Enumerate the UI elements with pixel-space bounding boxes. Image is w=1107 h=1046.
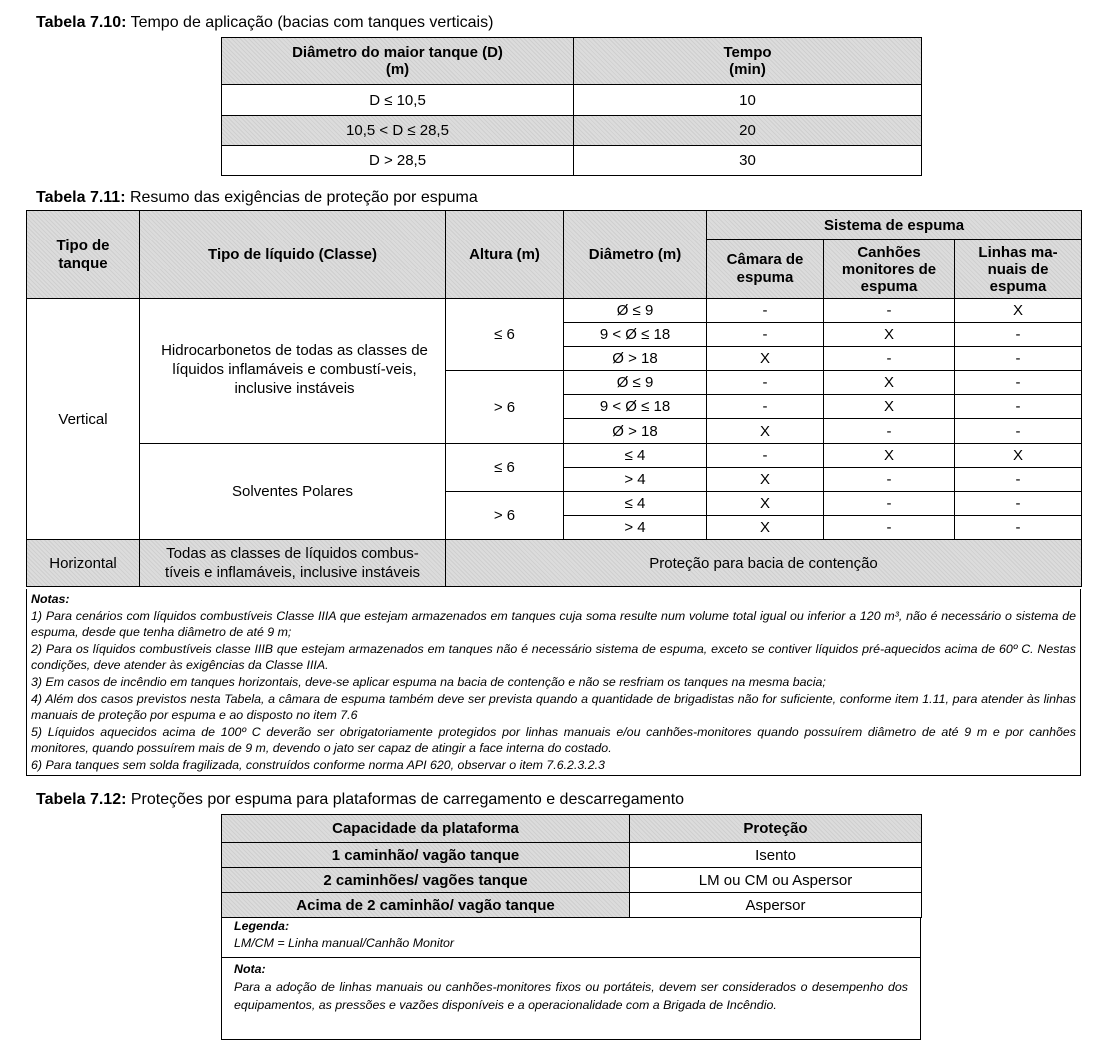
header-canhoes: Canhões monitores de espuma [824, 240, 955, 299]
cell-todas-classes: Todas as classes de líquidos combus-tíveis e inflamáveis, inclusive instáveis [140, 540, 446, 587]
table-header-row [222, 815, 922, 843]
cell-altura: ≤ 6 [446, 299, 564, 371]
table-7-10-caption [36, 14, 493, 32]
notes-title: Notas: [31, 592, 70, 606]
cell-diametro: Ø ≤ 9 [564, 371, 707, 395]
caption-text: Tempo de aplicação (bacias com tanques verticais) [126, 14, 494, 31]
header-tempo: Tempo (min) [574, 38, 922, 85]
header-tipo-liquido: Tipo de líquido (Classe) [140, 211, 446, 299]
cell-capacidade: Acima de 2 caminhão/ vagão tanque [222, 893, 630, 918]
cell-protecao: Isento [630, 843, 922, 868]
cell-diametro: D ≤ 10,5 [222, 85, 574, 116]
cell-vertical: Vertical [27, 299, 140, 540]
cell-canhoes: - [824, 419, 955, 444]
note-item: 1) Para cenários com líquidos combustíveis Classe IIIA que estejam armazenados em tanques cuja soma resulte num volume total igual ou inferior a 120 m³, não é necessário o sistema de espuma, desde que tenha diâmetro de até 9 m; [31, 608, 1076, 640]
cell-diametro: ≤ 4 [564, 492, 707, 516]
table-row [222, 843, 922, 868]
cell-canhoes: - [824, 516, 955, 540]
note-item: 4) Além dos casos previstos nesta Tabela, a câmara de espuma também deve ser prevista quando a quantidade de brigadistas não for suficiente, conforme item 1.11, para atender às linhas manuais de proteção por espuma e ao disposto no item 7.6 [31, 691, 1076, 723]
table-7-12 [221, 814, 922, 918]
note-item: 5) Líquidos aquecidos acima de 100º C deverão ser obrigatoriamente protegidos por linhas manuais e/ou canhões-monitores quando possuírem diâmetro de até 9 m e por canhões monitores, quando possuírem mais de 9 m, devendo o jato ser capaz de atingir a face interna do costado. [31, 724, 1076, 756]
cell-protecao: LM ou CM ou Aspersor [630, 868, 922, 893]
cell-linhas: - [955, 371, 1082, 395]
cell-diametro: Ø > 18 [564, 347, 707, 371]
caption-text: Resumo das exigências de proteção por espuma [125, 189, 478, 206]
table-row [222, 893, 922, 918]
cell-diametro: > 4 [564, 516, 707, 540]
cell-tempo: 30 [574, 146, 922, 176]
table-row [222, 868, 922, 893]
cell-linhas: - [955, 468, 1082, 492]
cell-capacidade: 1 caminhão/ vagão tanque [222, 843, 630, 868]
table-7-12-nota [221, 958, 921, 1040]
legenda-text: LM/CM = Linha manual/Canhão Monitor [234, 936, 455, 950]
cell-camara: X [707, 419, 824, 444]
cell-canhoes: X [824, 395, 955, 419]
table-row-horizontal [27, 540, 1082, 587]
caption-number: Tabela 7.12: [36, 791, 127, 808]
cell-protecao: Aspersor [630, 893, 922, 918]
cell-canhoes: - [824, 468, 955, 492]
header-protecao: Proteção [630, 815, 922, 843]
cell-canhoes: X [824, 323, 955, 347]
table-7-11 [26, 210, 1082, 587]
table-7-10 [221, 37, 922, 176]
cell-canhoes: X [824, 444, 955, 468]
cell-canhoes: - [824, 347, 955, 371]
note-item: 3) Em casos de incêndio em tanques horizontais, deve-se aplicar espuma na bacia de contenção e não se resfriam os tanques na mesma bacia; [31, 674, 826, 689]
cell-solventes-polares: Solventes Polares [140, 444, 446, 540]
cell-camara: X [707, 468, 824, 492]
cell-protecao-bacia: Proteção para bacia de contenção [446, 540, 1082, 587]
table-7-12-legenda [221, 917, 921, 958]
cell-capacidade: 2 caminhões/ vagões tanque [222, 868, 630, 893]
cell-canhoes: X [824, 371, 955, 395]
nota-text: Para a adoção de linhas manuais ou canhões-monitores fixos ou portáteis, devem ser considerados o desempenho dos equipamentos, as pressões e vazões disponíveis e a operacionalidade com a Brigada de Incêndio. [234, 980, 908, 1012]
cell-linhas: - [955, 323, 1082, 347]
cell-diametro: D > 28,5 [222, 146, 574, 176]
cell-diametro: Ø > 18 [564, 419, 707, 444]
cell-camara: - [707, 444, 824, 468]
cell-altura: > 6 [446, 371, 564, 444]
legenda-title: Legenda: [234, 919, 290, 933]
cell-linhas: - [955, 419, 1082, 444]
table-header-row [27, 211, 1082, 240]
cell-altura: ≤ 6 [446, 444, 564, 492]
table-7-12-caption [36, 791, 684, 809]
cell-camara: X [707, 492, 824, 516]
cell-diametro: > 4 [564, 468, 707, 492]
caption-text: Proteções por espuma para plataformas de carregamento e descarregamento [126, 791, 685, 808]
cell-hidrocarbonetos: Hidrocarbonetos de todas as classes de líquidos inflamáveis e combustí-veis, inclusive instáveis [140, 299, 446, 444]
header-altura: Altura (m) [446, 211, 564, 299]
cell-canhoes: - [824, 299, 955, 323]
table-row [222, 85, 922, 116]
header-linhas: Linhas ma-nuais de espuma [955, 240, 1082, 299]
cell-tempo: 10 [574, 85, 922, 116]
table-7-11-notes [26, 589, 1081, 776]
note-item: 2) Para os líquidos combustíveis classe IIIB que estejam armazenados em tanques não é necessário sistema de espuma, exceto se contiver líquidos pré-aquecidos acima de 60º C. Nestas condições, deve atender às exigências da Classe IIIA. [31, 641, 1076, 673]
cell-camara: - [707, 371, 824, 395]
header-diametro: Diâmetro (m) [564, 211, 707, 299]
header-capacidade: Capacidade da plataforma [222, 815, 630, 843]
header-diametro: Diâmetro do maior tanque (D) (m) [222, 38, 574, 85]
cell-diametro: 9 < Ø ≤ 18 [564, 323, 707, 347]
cell-canhoes: - [824, 492, 955, 516]
cell-linhas: - [955, 492, 1082, 516]
cell-camara: - [707, 323, 824, 347]
cell-linhas: X [955, 299, 1082, 323]
cell-diametro: ≤ 4 [564, 444, 707, 468]
cell-linhas: X [955, 444, 1082, 468]
cell-camara: X [707, 347, 824, 371]
table-header-row [222, 38, 922, 85]
cell-tempo: 20 [574, 116, 922, 146]
cell-diametro: Ø ≤ 9 [564, 299, 707, 323]
cell-camara: - [707, 395, 824, 419]
table-row [222, 116, 922, 146]
header-camara: Câmara de espuma [707, 240, 824, 299]
table-7-11-caption [36, 189, 478, 207]
cell-diametro: 9 < Ø ≤ 18 [564, 395, 707, 419]
cell-horizontal: Horizontal [27, 540, 140, 587]
header-tipo-tanque: Tipo de tanque [27, 211, 140, 299]
table-row [27, 444, 1082, 468]
cell-linhas: - [955, 395, 1082, 419]
nota-title: Nota: [234, 962, 266, 976]
caption-number: Tabela 7.11: [36, 189, 126, 206]
cell-linhas: - [955, 347, 1082, 371]
note-item: 6) Para tanques sem solda fragilizada, construídos conforme norma API 620, observar o item 7.6.2.3.2.3 [31, 757, 605, 772]
cell-altura: > 6 [446, 492, 564, 540]
cell-diametro: 10,5 < D ≤ 28,5 [222, 116, 574, 146]
cell-camara: - [707, 299, 824, 323]
caption-number: Tabela 7.10: [36, 14, 127, 31]
cell-linhas: - [955, 516, 1082, 540]
table-row [222, 146, 922, 176]
header-sistema-espuma: Sistema de espuma [707, 211, 1082, 240]
table-row [27, 299, 1082, 323]
cell-camara: X [707, 516, 824, 540]
